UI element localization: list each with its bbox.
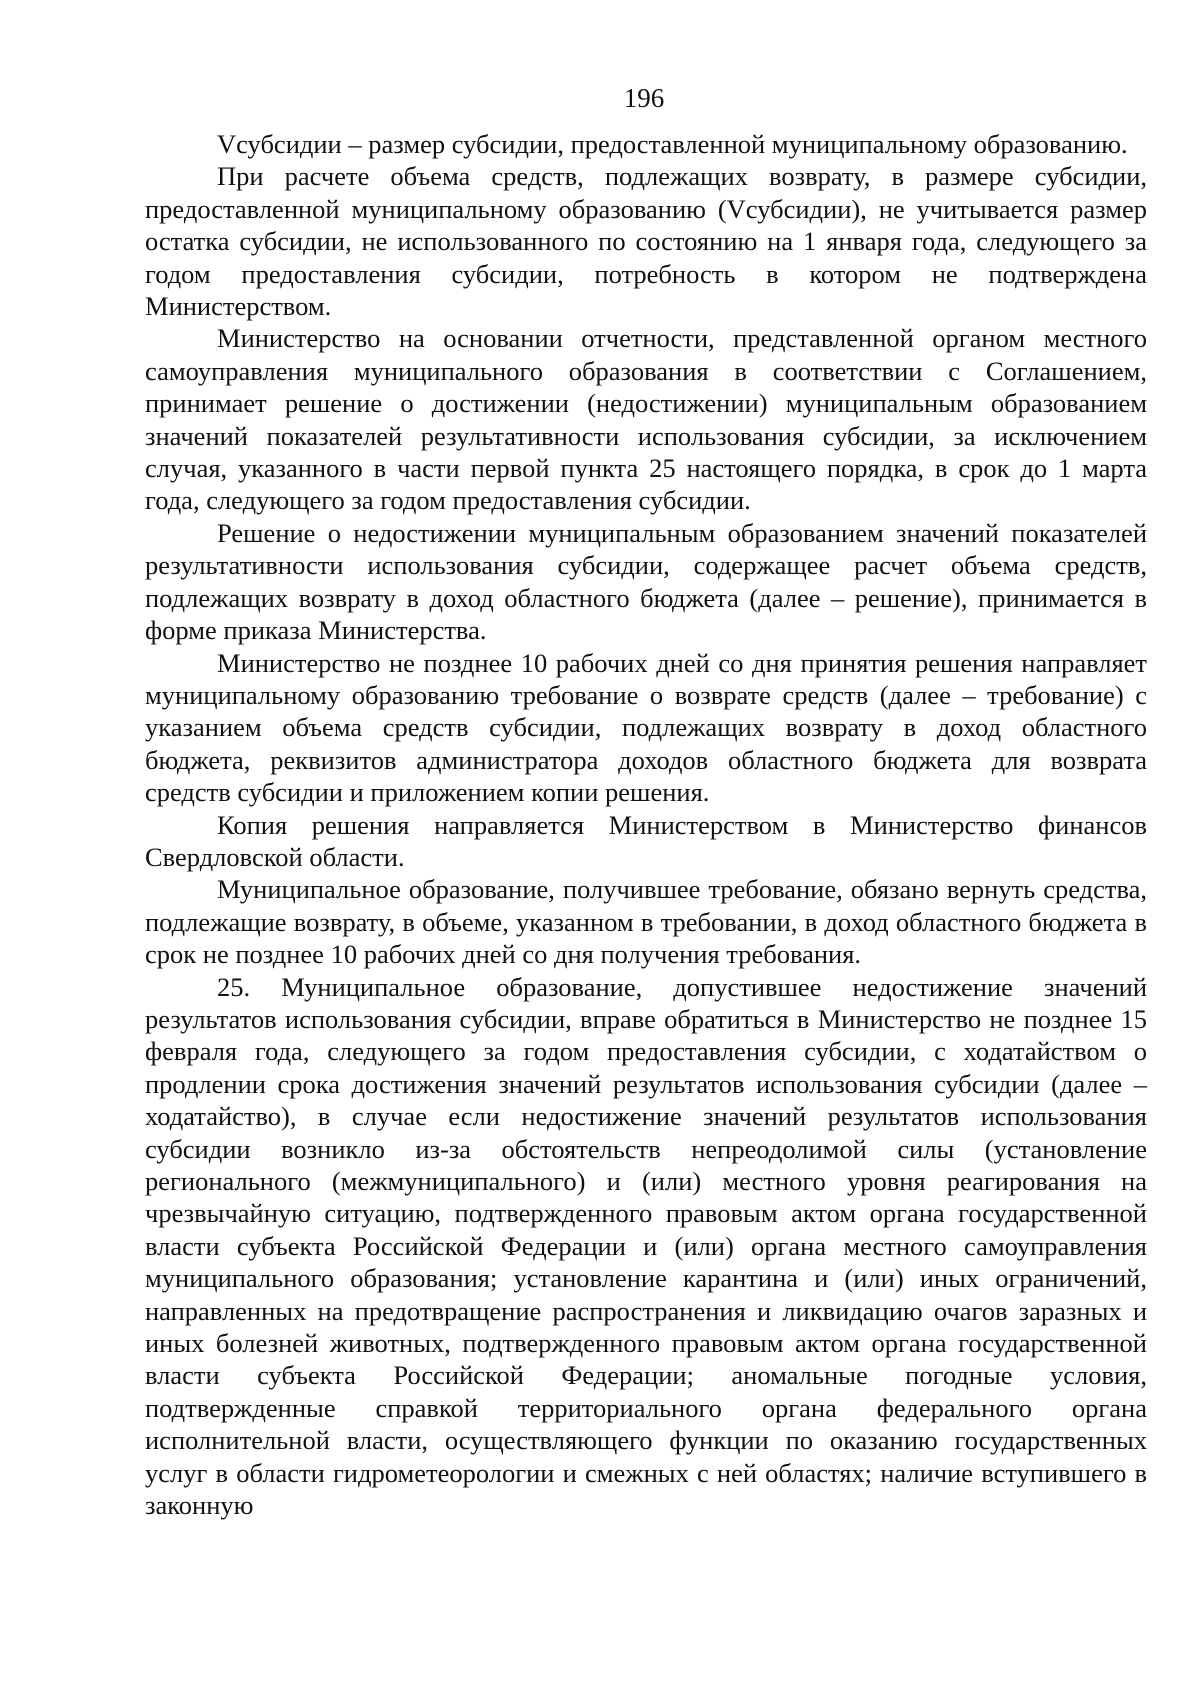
paragraph-return-requirement: Министерство не позднее 10 рабочих дней со дня принятия решения направляет муниципальному образованию требование о возврате средств (далее – требование) с указанием объема средств субсидии, подлежащих возврату в доход областного бюджета, реквизитов администратора доходов областного бюджета для возврата средств субсидии и приложением копии решения. [145, 647, 1147, 808]
paragraph-decision-copy: Копия решения направляется Министерством в Министерство финансов Свердловской области. [145, 809, 1147, 872]
paragraph-subsidy-definition: Vсубсидии – размер субсидии, предоставленной муниципальному образованию. [217, 129, 1128, 159]
paragraph-return-calculation: При расчете объема средств, подлежащих возврату, в размере субсидии, предоставленной муниципальному образованию (Vсубсидии), не учитывается размер остатка субсидии, не использованного по состоянию на 1 января года, следующего за годом предоставления субсидии, потребность в котором не подтверждена Министерством. [145, 161, 1147, 322]
paragraph-ministry-decision: Министерство на основании отчетности, представленной органом местного самоуправления муниципального образования в соответствии с Соглашением, принимает решение о достижении (недостижении) муниципальным образованием значений показателей результативности использования субсидии, за исключением случая, указанного в части первой пункта 25 настоящего порядка, в срок до 1 марта года, следующего за годом предоставления субсидии. [145, 323, 1147, 516]
document-body [145, 128, 1147, 1521]
paragraph-return-obligation: Муниципальное образование, получившее требование, обязано вернуть средства, подлежащие возврату, в объеме, указанном в требовании, в доход областного бюджета в срок не позднее 10 рабочих дней со дня получения требования. [145, 874, 1147, 970]
paragraph-decision-form: Решение о недостижении муниципальным образованием значений показателей результативности использования субсидии, содержащее расчет объема средств, подлежащих возврату в доход областного бюджета (далее – решение), принимается в форме приказа Министерства. [145, 517, 1147, 646]
page-number: 196 [623, 83, 665, 113]
paragraph-item-25: 25. Муниципальное образование, допустившее недостижение значений результатов использования субсидии, вправе обратиться в Министерство не позднее 15 февраля года, следующего за годом предоставления субсидии, с ходатайством о продлении срока достижения значений результатов использования субсидии (далее – ходатайство), в случае если недостижение значений результатов использования субсидии возникло из-за обстоятельств непреодолимой силы (установление регионального (межмуниципального) и (или) местного уровня реагирования на чрезвычайную ситуацию, подтвержденного правовым актом органа государственной власти субъекта Российской Федерации и (или) органа местного самоуправления муниципального образования; установление карантина и (или) иных ограничений, направленных на предотвращение распространения и ликвидацию очагов заразных и иных болезней животных, подтвержденного правовым актом органа государственной власти субъекта Российской Федерации; аномальные погодные условия, подтвержденные справкой территориального органа федерального органа исполнительной власти, осуществляющего функции по оказанию государственных услуг в области гидрометеорологии и смежных с ней областях; наличие вступившего в законную [145, 971, 1147, 1521]
